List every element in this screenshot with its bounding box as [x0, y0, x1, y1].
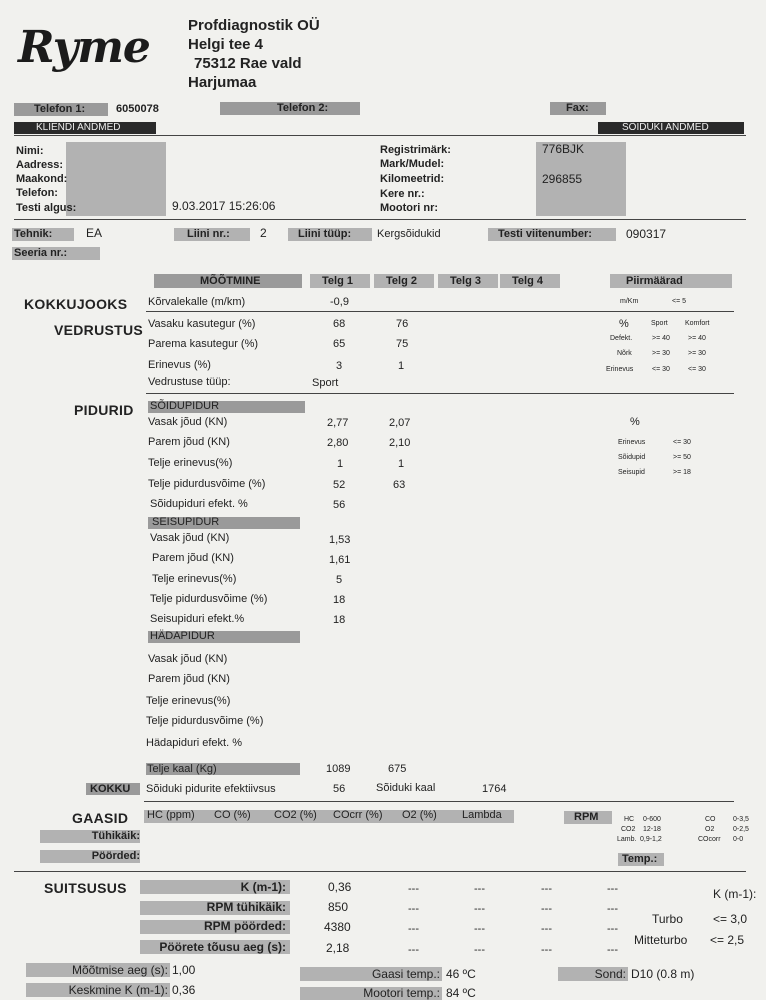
test-ref-value: 090317: [626, 227, 667, 241]
brake-row-label: Parem jõud (KN): [148, 436, 230, 448]
suspension-row-label: Parema kasutegur (%): [148, 338, 259, 350]
gas-temperature-label: Gaasi temp.:: [371, 967, 440, 981]
smoke-dash: ---: [408, 883, 419, 895]
measure-header: MÕÕTMINE: [200, 275, 261, 287]
brakes-limit-label: Seisupid: [618, 469, 645, 476]
smoke-dash: ---: [607, 883, 618, 895]
divider-top: [14, 135, 746, 136]
client-values-bg: [66, 142, 166, 216]
axle4-header: Telg 4: [512, 275, 543, 287]
axle2-header: Telg 2: [386, 275, 417, 287]
gas-revs-label: Pöörded:: [91, 850, 140, 862]
limits-header: Piirmäärad: [626, 275, 683, 287]
brake-row-axle2: 2,10: [389, 437, 411, 449]
measurement-time-value: 1,00: [172, 963, 196, 977]
suspension-row-label: Vasaku kasutegur (%): [148, 318, 256, 330]
parking-row-axle1: 5: [336, 574, 343, 586]
smoke-dash: ---: [474, 944, 485, 956]
brake-row-axle1: 56: [333, 499, 346, 511]
smoke-dash: ---: [474, 923, 485, 935]
brakes-limit-label: Erinevus: [618, 439, 646, 446]
brake-row-axle1: 52: [333, 479, 346, 491]
suspension-limit-sport-value: <= 30: [652, 366, 670, 373]
suspension-row-label: Erinevus (%): [148, 359, 211, 371]
smoke-dash: ---: [408, 903, 419, 915]
fax-label: Fax:: [566, 102, 589, 114]
gas-limit-label: Lamb.: [617, 836, 637, 843]
smoke-title: SUITSUSUS: [44, 880, 127, 896]
alignment-axle1: -0,9: [330, 296, 349, 308]
suspension-row-axle1: 68: [333, 318, 346, 330]
smoke-limit-turbo-label: Turbo: [652, 912, 683, 926]
tech-value: EA: [86, 226, 103, 240]
emergency-row-label: Vasak jõud (KN): [148, 653, 228, 665]
gas-limit-value: 0-600: [643, 816, 661, 823]
emergency-row-label: Telje erinevus(%): [146, 695, 231, 707]
gas-limit-label: CO2: [621, 826, 636, 833]
parking-row-label: Vasak jõud (KN): [150, 532, 230, 544]
smoke-limit-title: K (m-1):: [713, 887, 757, 901]
axle-weight-label: Telje kaal (Kg): [147, 763, 217, 775]
gases-cols-bg: [144, 810, 514, 823]
phone2-label: Telefon 2:: [277, 102, 329, 114]
parking-row-axle1: 18: [333, 614, 346, 626]
suspension-row-axle1: 3: [336, 360, 343, 372]
smoke-dash: ---: [541, 944, 552, 956]
gas-limit-value: 0,9-1,2: [640, 836, 662, 843]
gas-temp-label: Temp.:: [622, 853, 658, 865]
smoke-row-label: RPM tühikäik:: [206, 900, 286, 914]
line-type-label: Liini tüüp:: [298, 228, 352, 240]
smoke-dash: ---: [607, 903, 618, 915]
alignment-limit: <= 5: [672, 298, 687, 305]
smoke-dash: ---: [541, 883, 552, 895]
brake-row-label: Telje erinevus(%): [148, 457, 233, 469]
smoke-dash: ---: [541, 923, 552, 935]
parking-row-axle1: 1,53: [329, 534, 351, 546]
smoke-row-label: K (m-1):: [240, 880, 286, 894]
brake-row-axle1: 1: [337, 458, 344, 470]
suspension-limit-comfort-value: <= 30: [688, 366, 706, 373]
gas-limit-value: 12-18: [643, 826, 661, 833]
smoke-row-value: 4380: [324, 920, 351, 934]
suspension-row-label: Vedrustuse tüüp:: [148, 376, 231, 388]
suspension-limit-sport-value: >= 30: [652, 350, 670, 357]
client-phone-label: Telefon:: [16, 187, 58, 199]
line-label: Liini nr.:: [187, 228, 230, 240]
company-logo: Ryme: [18, 22, 150, 73]
suspension-row-axle2: 76: [396, 318, 409, 330]
test-ref-label: Testi viitenumber:: [498, 228, 592, 240]
suspension-limit-comfort-value: >= 30: [688, 350, 706, 357]
suspension-row-axle2: 75: [396, 338, 409, 350]
brake-row-axle2: 1: [398, 458, 405, 470]
service-brake-header: SÕIDUPIDUR: [150, 400, 220, 412]
gas-limit-label: O2: [705, 826, 715, 833]
probe-value: D10 (0.8 m): [631, 967, 695, 981]
parking-row-label: Seisupiduri efekt.%: [150, 613, 245, 625]
gas-col-lambda: Lambda: [462, 809, 502, 821]
parking-row-axle1: 1,61: [329, 554, 351, 566]
brakes-limit-value: <= 30: [673, 439, 691, 446]
line-type-value: Kergsõidukid: [377, 228, 441, 240]
phone1-value: 6050078: [116, 103, 159, 115]
smoke-limit-turbo-value: <= 3,0: [713, 912, 748, 926]
parking-row-label: Telje erinevus(%): [152, 573, 237, 585]
smoke-row-label: Pöörete tõusu aeg (s):: [159, 940, 286, 954]
gas-limit-label: CO: [705, 816, 716, 823]
measurement-time-label: Mõõtmise aeg (s):: [71, 963, 168, 977]
divider-brakes: [144, 801, 734, 802]
gas-temperature-value: 46 ºC: [446, 967, 476, 981]
smoke-limit-noturbo-label: Mitteturbo: [634, 933, 688, 947]
suspension-limit-comfort-value: >= 40: [688, 335, 706, 342]
smoke-dash: ---: [474, 903, 485, 915]
suspension-limit-label: Erinevus: [606, 366, 634, 373]
brakes-limit-value: >= 50: [673, 454, 691, 461]
total-brake-efficiency-value: 56: [333, 783, 346, 795]
divider-info: [14, 219, 746, 220]
client-address-label: Aadress:: [16, 159, 64, 171]
suspension-row-axle2: 1: [398, 360, 405, 372]
company-name: Profdiagnostik OÜ: [188, 17, 320, 34]
alignment-title: KOKKUJOOKS: [24, 296, 128, 312]
engine-number-label: Mootori nr:: [380, 202, 439, 214]
parking-row-axle1: 18: [333, 594, 346, 606]
client-data-bar: KLIENDI ANDMED: [14, 122, 156, 134]
engine-temperature-value: 84 ºC: [446, 986, 476, 1000]
total-label: KOKKU: [90, 783, 131, 795]
parking-brake-header: SEISUPIDUR: [152, 516, 220, 528]
axle1-header: Telg 1: [322, 275, 353, 287]
vehicle-data-bar: SÕIDUKI ANDMED: [598, 122, 744, 134]
alignment-unit: m/Km: [620, 298, 639, 305]
odometer-value: 296855: [542, 172, 583, 186]
suspension-limit-label: Nõrk: [617, 350, 632, 357]
gas-col-cocrr: COcrr (%): [333, 809, 383, 821]
odometer-label: Kilomeetrid:: [380, 173, 445, 185]
smoke-row-value: 2,18: [326, 941, 350, 955]
company-street: Helgi tee 4: [188, 36, 264, 53]
gas-rpm-label: RPM: [574, 811, 599, 823]
gas-limit-value: 0-0: [733, 836, 744, 843]
line-value: 2: [260, 226, 267, 240]
gas-limit-label: COcorr: [698, 836, 721, 843]
gas-idle-label: Tühikäik:: [91, 830, 140, 842]
brake-row-axle2: 63: [393, 479, 406, 491]
tech-label: Tehnik:: [14, 228, 53, 240]
serial-label: Seeria nr.:: [14, 247, 68, 259]
vehicle-weight-label: Sõiduki kaal: [376, 782, 436, 794]
suspension-limit-comfort: Komfort: [685, 320, 710, 327]
gas-limit-value: 0-2,5: [733, 826, 749, 833]
brake-row-label: Sõidupiduri efekt. %: [150, 498, 248, 510]
suspension-limit-sport-value: >= 40: [652, 335, 670, 342]
alignment-label: Kõrvalekalle (m/km): [148, 296, 246, 308]
phone1-label: Telefon 1:: [34, 103, 86, 115]
client-name-label: Nimi:: [16, 145, 44, 157]
client-county-label: Maakond:: [16, 173, 68, 185]
suspension-limit-label: Defekt.: [610, 335, 633, 342]
suspension-limit-pct: %: [619, 318, 629, 330]
gas-col-o2: O2 (%): [402, 809, 437, 821]
brake-row-axle1: 2,77: [327, 417, 349, 429]
smoke-dash: ---: [541, 903, 552, 915]
company-block: [188, 16, 320, 92]
brakes-title: PIDURID: [74, 402, 134, 418]
smoke-row-value: 0,36: [328, 880, 352, 894]
emergency-row-label: Telje pidurdusvõime (%): [146, 715, 264, 727]
suspension-row-axle1: 65: [333, 338, 346, 350]
brakes-limit-label: Sõidupid: [618, 454, 646, 461]
probe-label: Sond:: [594, 967, 626, 981]
reg-number-label: Registrimärk:: [380, 144, 451, 156]
smoke-row-label: RPM pöörded:: [204, 919, 286, 933]
smoke-dash: ---: [607, 923, 618, 935]
average-k-value: 0,36: [172, 983, 196, 997]
brake-row-axle2: 2,07: [389, 417, 411, 429]
gas-col-co2: CO2 (%): [274, 809, 317, 821]
divider-gases: [14, 871, 746, 872]
suspension-title: VEDRUSTUS: [54, 322, 144, 338]
smoke-dash: ---: [607, 944, 618, 956]
brakes-limit-pct: %: [630, 416, 640, 428]
body-number-label: Kere nr.:: [380, 188, 425, 200]
test-start-value: 9.03.2017 15:26:06: [172, 199, 276, 213]
smoke-limit-noturbo-value: <= 2,5: [710, 933, 745, 947]
emergency-brake-header: HÄDAPIDUR: [150, 630, 215, 642]
engine-temperature-label: Mootori temp.:: [363, 986, 440, 1000]
smoke-dash: ---: [408, 923, 419, 935]
gases-title: GAASID: [72, 810, 129, 826]
gas-limit-label: HC: [624, 816, 635, 823]
suspension-limit-sport: Sport: [651, 320, 668, 327]
company-city: 75312 Rae vald: [194, 55, 302, 72]
gas-col-hc: HC (ppm): [147, 809, 195, 821]
total-brake-efficiency-label: Sõiduki pidurite efektiivsus: [146, 783, 276, 795]
make-model-label: Mark/Mudel:: [380, 158, 445, 170]
brake-row-label: Telje pidurdusvõime (%): [148, 478, 266, 490]
vehicle-weight-value: 1764: [482, 783, 507, 795]
smoke-row-value: 850: [328, 900, 349, 914]
parking-row-label: Parem jõud (KN): [152, 552, 234, 564]
average-k-label: Keskmine K (m-1):: [68, 983, 168, 997]
gas-col-co: CO (%): [214, 809, 251, 821]
test-start-label: Testi algus:: [16, 202, 77, 214]
axle3-header: Telg 3: [450, 275, 481, 287]
divider-suspension: [146, 393, 734, 394]
suspension-row-axle1: Sport: [312, 377, 339, 389]
emergency-row-label: Hädapiduri efekt. %: [146, 737, 242, 749]
emergency-row-label: Parem jõud (KN): [148, 673, 230, 685]
brake-row-axle1: 2,80: [327, 437, 349, 449]
smoke-dash: ---: [474, 883, 485, 895]
parking-row-label: Telje pidurdusvõime (%): [150, 593, 268, 605]
gas-limit-value: 0-3,5: [733, 816, 749, 823]
axle-weight-axle1: 1089: [326, 763, 351, 775]
divider-alignment: [146, 311, 734, 312]
brake-row-label: Vasak jõud (KN): [148, 416, 228, 428]
axle-weight-axle2: 675: [388, 763, 407, 775]
brakes-limit-value: >= 18: [673, 469, 691, 476]
smoke-dash: ---: [408, 944, 419, 956]
company-county: Harjumaa: [188, 74, 257, 91]
reg-number-value: 776BJK: [542, 142, 585, 156]
